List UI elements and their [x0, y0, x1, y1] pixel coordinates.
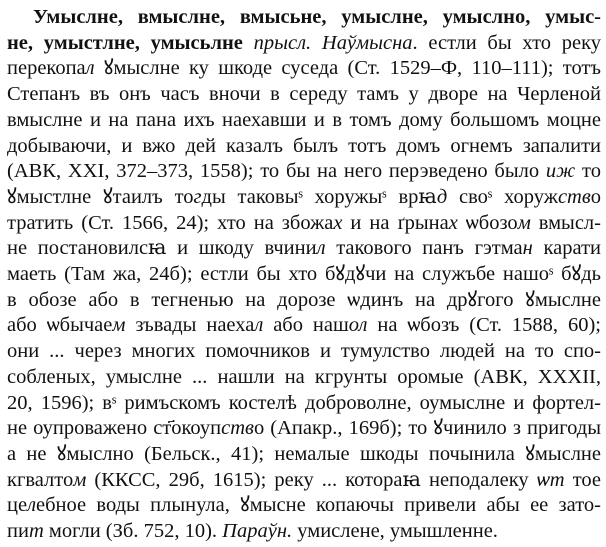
entry-text: добываючи, и вжо дей казалъ былъ тотъ домъ огнемъ запалити	[7, 134, 601, 157]
entry-text: карати	[532, 237, 601, 260]
entry-text: перекопа	[7, 57, 86, 80]
entry-line	[7, 262, 601, 288]
italic-text: ол	[348, 314, 368, 337]
entry-text: такового панъ гэтма	[325, 237, 523, 260]
italic-text: л	[254, 314, 264, 337]
italic-text: прысл.	[253, 31, 312, 54]
entry-line	[7, 313, 601, 339]
entry-line	[7, 416, 601, 442]
italic-text: ств	[557, 185, 591, 208]
entry-line	[7, 56, 601, 82]
entry-text: . естли бы хто реку	[412, 31, 602, 54]
entry-text: своˢ хоруж	[447, 185, 558, 208]
italic-text: ств	[221, 417, 254, 440]
entry-text: в обозе або в тегненью на дорозе ѡдинъ на дрꙋгого ꙋмыслнe	[7, 288, 601, 311]
entry-text: ѡбозо	[457, 211, 518, 234]
italic-text: ѡт	[536, 468, 565, 491]
entry-line	[7, 519, 601, 545]
entry-text: вмыслнe и на пана ихъ наехавши и в томъ дому большомъ моцне	[7, 108, 601, 131]
italic-text: т	[28, 520, 44, 543]
entry-text: маеть (Там жа, 24б); естли бы хто бꙋдꙋчи на служъбе нашоˢ бꙋдь	[7, 263, 601, 286]
italic-text: Наўмысна	[321, 31, 413, 54]
entry-text: они ... через многих помочников и тумулство людей на то спо-	[7, 340, 601, 363]
italic-text: л	[85, 57, 95, 80]
entry-line	[7, 82, 601, 108]
entry-line	[7, 134, 601, 160]
entry-text: тое	[564, 468, 601, 491]
entry-text: (ККСС, 29б, 1615); реку ... котораꙗ неподалеку	[86, 468, 537, 491]
entry-line	[7, 493, 601, 519]
italic-text: иж	[545, 160, 576, 183]
entry-text: кгвалто	[7, 468, 74, 491]
entry-text: собленых, умыслнe ... нашли на кгрунты оромые (АВК, XXXII,	[7, 365, 601, 388]
entry-line	[7, 236, 601, 262]
entry-text	[243, 32, 254, 54]
entry-text: ꙋмыстлнe ꙋтаилъ то	[7, 185, 194, 208]
entry-text	[311, 32, 322, 54]
italic-text: г	[193, 185, 202, 208]
entry-text: вмысл-	[530, 211, 601, 234]
entry-text: (АВК, XXI, 372–373, 1558); то бы на него перэведено было	[7, 160, 546, 183]
entry-text: Степанъ въ онъ часъ вночи в середу тамъ у дворе на Черленой	[7, 83, 601, 106]
entry-line	[7, 468, 601, 494]
italic-text: Параўн.	[222, 520, 293, 543]
headword-text: нe, умыстлнe, умысьлнe	[7, 31, 243, 54]
entry-text: не оупроважено ст҃окоуп	[7, 417, 222, 440]
entry-text: ꙋмыслнe ку шкоде суседа (Ст. 1529–Ф, 110–111); тотъ	[94, 57, 601, 80]
entry-line	[7, 159, 601, 185]
entry-text: нe постановилсꙗ и шкоду вчини	[7, 237, 317, 260]
entry-line	[7, 365, 601, 391]
italic-text: м	[112, 314, 126, 337]
entry-line	[7, 185, 601, 211]
entry-text: або ѡбычае	[7, 314, 113, 337]
entry-line	[7, 31, 601, 57]
entry-text: ебное воды плынула, ꙋмысне копаючы привели абы ее зато-	[36, 494, 601, 517]
headword-text: Умыслнe, вмыслнe, вмысьнe, умыслнe, умыслно, умыс-	[33, 6, 601, 28]
entry-text: могли (Зб. 752, 10).	[43, 520, 223, 543]
entry-line	[7, 288, 601, 314]
entry-text: ды таковыˢ хоружыˢ врꙗ	[201, 185, 437, 208]
entry-line	[7, 108, 601, 134]
entry-text: о	[590, 185, 601, 208]
entry-line	[7, 5, 601, 31]
italic-text: д	[436, 185, 448, 208]
entry-text: тратить (Ст. 1566, 24); хто на збожа	[7, 211, 334, 234]
italic-text: л	[316, 237, 326, 260]
entry-line	[7, 339, 601, 365]
italic-text: х	[448, 211, 458, 234]
entry-text: то	[575, 160, 601, 183]
entry-text: зъвады наеха	[125, 314, 255, 337]
entry-text: це	[7, 494, 28, 517]
entry-text: або наш	[263, 314, 349, 337]
entry-text: умислене, умышленне.	[292, 520, 498, 543]
entry-text: и на ґрына	[342, 211, 449, 234]
italic-text: м	[73, 468, 87, 491]
entry-line	[7, 442, 601, 468]
italic-text: м	[517, 211, 531, 234]
entry-text: о (Апакр., 169б); то ꙋчинило з пригоды	[253, 417, 601, 440]
entry-line	[7, 391, 601, 417]
italic-text: х	[333, 211, 343, 234]
dictionary-entry	[7, 5, 601, 545]
entry-line	[7, 211, 601, 237]
entry-text: 20, 1596); вˢ римъскомъ костелѣ доброволне, оумыслнe и фортел-	[7, 391, 601, 414]
entry-text: на ѡбозъ (Ст. 1588, 60);	[367, 314, 601, 337]
italic-text: л	[27, 494, 37, 517]
entry-text: а не ꙋмыслно (Бельск., 41); немалые шкоды почынила ꙋмыслнe	[7, 442, 601, 465]
entry-text: пи	[7, 520, 29, 543]
italic-text: н	[522, 237, 533, 260]
